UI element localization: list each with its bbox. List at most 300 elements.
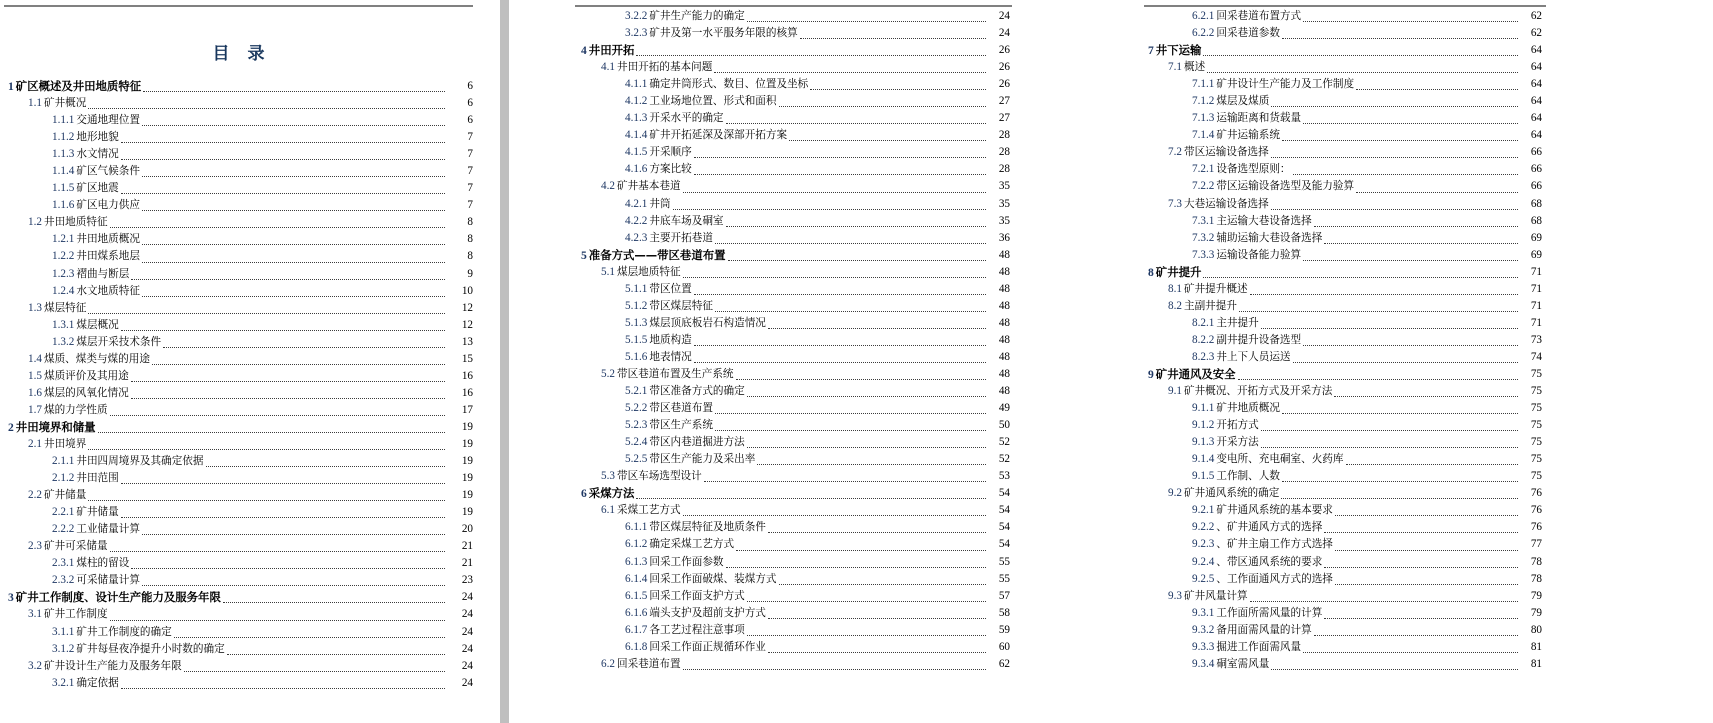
toc-entry-text: 带区巷道布置及生产系统 xyxy=(616,367,734,380)
toc-entry[interactable] xyxy=(533,213,1010,230)
toc-entry-page-number: 48 xyxy=(998,350,1010,363)
toc-entry[interactable] xyxy=(0,521,473,538)
toc-entry-text: 带区巷道布置 xyxy=(649,402,713,415)
toc-entry-number: 9 xyxy=(1148,367,1154,381)
toc-entry-number: 7.1 xyxy=(1168,61,1182,74)
document-page-2 xyxy=(533,0,1020,723)
toc-entry[interactable] xyxy=(1020,93,1542,110)
toc-entry-text: 煤层地质特征 xyxy=(616,265,681,278)
toc-entry[interactable] xyxy=(533,400,1010,417)
toc-entry-text: 矿井概况 xyxy=(43,97,87,110)
toc-leader-dots xyxy=(789,132,986,141)
scroll-gutter-bar[interactable] xyxy=(500,0,509,723)
toc-leader-dots xyxy=(1346,456,1519,465)
toc-leader-dots xyxy=(728,252,987,261)
toc-entry-text: 带区位置 xyxy=(649,282,692,295)
toc-entry-number: 5.2.5 xyxy=(625,453,648,466)
toc-entry[interactable] xyxy=(533,298,1010,315)
toc-leader-dots xyxy=(110,219,445,228)
toc-entry[interactable] xyxy=(0,300,473,317)
toc-entry-text: 端头支护及超前支护方式 xyxy=(649,606,766,619)
toc-leader-dots xyxy=(110,543,445,552)
toc-entry[interactable] xyxy=(0,675,473,692)
toc-entry-page-number: 35 xyxy=(998,180,1010,193)
toc-leader-dots xyxy=(131,373,445,382)
toc-leader-dots xyxy=(88,441,445,450)
toc-entry-page-number: 78 xyxy=(1530,555,1542,568)
toc-entry[interactable] xyxy=(533,554,1010,571)
toc-entry-number: 6.2 xyxy=(601,657,615,670)
toc-entry[interactable] xyxy=(1020,588,1542,605)
toc-leader-dots xyxy=(694,337,986,346)
toc-entry-page-number: 13 xyxy=(461,335,473,348)
toc-entry[interactable] xyxy=(1020,213,1542,230)
toc-entry-text: 矿井概况、开拓方式及开采方法 xyxy=(1183,385,1333,398)
toc-entry[interactable] xyxy=(1020,264,1542,281)
toc-entry-number: 7.1.1 xyxy=(1192,78,1215,91)
toc-entry[interactable] xyxy=(0,112,473,129)
toc-entry-page-number: 9 xyxy=(467,267,473,280)
toc-entry-page-number: 60 xyxy=(998,640,1010,653)
toc-entry-page-number: 76 xyxy=(1530,487,1542,500)
toc-leader-dots xyxy=(121,509,445,518)
toc-entry[interactable] xyxy=(1020,639,1542,656)
toc-leader-dots xyxy=(142,526,445,535)
toc-leader-dots xyxy=(683,184,986,193)
toc-entry-page-number: 58 xyxy=(998,606,1010,619)
toc-entry-number: 9.3.2 xyxy=(1192,623,1215,636)
toc-entry[interactable] xyxy=(533,144,1010,161)
toc-leader-dots xyxy=(726,115,986,124)
toc-entry[interactable] xyxy=(533,639,1010,656)
toc-entry-text: 井田地质特征 xyxy=(43,216,108,229)
toc-entry-text: 、矿井主扇工作方式选择 xyxy=(1216,538,1333,551)
toc-entry-page-number: 54 xyxy=(998,521,1010,534)
toc-leader-dots xyxy=(1271,149,1518,158)
toc-entry-text: 井田地质概况 xyxy=(76,233,140,246)
toc-entry-text: 井筒 xyxy=(649,197,671,210)
toc-entry[interactable] xyxy=(533,93,1010,110)
toc-entry[interactable] xyxy=(0,606,473,623)
toc-entry-page-number: 17 xyxy=(461,403,473,416)
toc-entry[interactable] xyxy=(533,536,1010,553)
toc-leader-dots xyxy=(1238,371,1518,380)
toc-leader-dots xyxy=(726,218,986,227)
toc-entry-number: 2.1.2 xyxy=(52,472,75,485)
toc-entry-text: 交通地理位置 xyxy=(76,114,140,127)
toc-entry[interactable] xyxy=(1020,451,1542,468)
toc-entry-text: 井田境界 xyxy=(43,437,87,450)
toc-entry-page-number: 71 xyxy=(1530,299,1542,312)
toc-entry[interactable] xyxy=(1020,161,1542,178)
toc-leader-dots xyxy=(184,663,445,672)
toc-entry-text: 矿区电力供应 xyxy=(76,199,140,212)
toc-entry[interactable] xyxy=(533,383,1010,400)
toc-entry-page-number: 79 xyxy=(1530,606,1542,619)
toc-entry[interactable] xyxy=(533,519,1010,536)
toc-leader-dots xyxy=(1207,64,1518,73)
toc-entry[interactable] xyxy=(1020,383,1542,400)
toc-entry[interactable] xyxy=(1020,622,1542,639)
toc-entry-page-number: 54 xyxy=(998,487,1010,500)
toc-leader-dots xyxy=(1335,542,1518,551)
toc-entry-number: 2.2.1 xyxy=(52,506,75,519)
toc-entry-text: 主要开拓巷道 xyxy=(649,231,713,244)
toc-entry[interactable] xyxy=(533,468,1010,485)
toc-entry[interactable] xyxy=(1020,59,1542,76)
toc-entry-page-number: 19 xyxy=(461,437,473,450)
toc-entry-text: 概述 xyxy=(1183,61,1206,74)
toc-entry[interactable] xyxy=(1020,247,1542,264)
toc-entry-number: 1.1.6 xyxy=(52,199,75,212)
toc-entry[interactable] xyxy=(533,281,1010,298)
toc-entry[interactable] xyxy=(533,8,1010,25)
document-page-1 xyxy=(0,0,487,723)
toc-leader-dots xyxy=(227,646,445,655)
toc-entry-number: 1.2.2 xyxy=(52,250,75,263)
toc-entry-text: 地表情况 xyxy=(649,350,692,363)
toc-entry-page-number: 76 xyxy=(1530,521,1542,534)
toc-entry[interactable] xyxy=(533,434,1010,451)
toc-leader-dots xyxy=(142,236,445,245)
toc-entry[interactable] xyxy=(533,42,1010,59)
toc-entry-text: 煤质评价及其用途 xyxy=(43,369,129,382)
toc-entry[interactable] xyxy=(0,402,473,419)
toc-entry-page-number: 28 xyxy=(998,163,1010,176)
toc-entry[interactable] xyxy=(1020,502,1542,519)
toc-entry-text: 矿井通风系统的确定 xyxy=(1183,487,1280,500)
toc-entry-text: 矿井工作制度、设计生产能力及服务年限 xyxy=(15,590,221,605)
toc-entry[interactable] xyxy=(533,230,1010,247)
toc-leader-dots xyxy=(747,13,986,22)
toc-leader-dots xyxy=(768,524,986,533)
toc-entry[interactable] xyxy=(0,487,473,504)
toc-leader-dots xyxy=(779,576,987,585)
toc-entry-page-number: 79 xyxy=(1530,589,1542,602)
toc-entry[interactable] xyxy=(533,196,1010,213)
toc-entry-number: 7.3 xyxy=(1168,197,1182,210)
toc-entry-text: 矿井地质概况 xyxy=(1216,402,1280,415)
toc-entry-number: 1.3.1 xyxy=(52,318,75,331)
toc-entry-page-number: 75 xyxy=(1530,385,1542,398)
toc-entry-number: 5.1.5 xyxy=(625,333,648,346)
toc-entry-number: 2.2 xyxy=(28,489,42,502)
toc-entry-text: 采煤工艺方式 xyxy=(616,504,681,517)
toc-entry-text: 井田开拓的基本问题 xyxy=(616,61,713,74)
toc-entry[interactable] xyxy=(533,332,1010,349)
toc-entry-page-number: 75 xyxy=(1530,367,1542,380)
toc-entry[interactable] xyxy=(1020,196,1542,213)
toc-entry[interactable] xyxy=(1020,281,1542,298)
toc-entry[interactable] xyxy=(1020,230,1542,247)
toc-entry-text: 可采储量计算 xyxy=(76,574,140,587)
toc-entry-page-number: 68 xyxy=(1530,197,1542,210)
toc-entry[interactable] xyxy=(1020,400,1542,417)
toc-entry[interactable] xyxy=(1020,434,1542,451)
toc-entry-page-number: 8 xyxy=(467,250,473,263)
toc-leader-dots xyxy=(1271,201,1518,210)
toc-entry[interactable] xyxy=(0,641,473,658)
toc-entry-number: 2 xyxy=(8,420,14,434)
toc-entry-page-number: 16 xyxy=(461,386,473,399)
toc-entry[interactable] xyxy=(533,59,1010,76)
toc-entry[interactable] xyxy=(1020,127,1542,144)
toc-entry[interactable] xyxy=(1020,366,1542,383)
toc-entry-number: 4.1.5 xyxy=(625,146,648,159)
toc-entry[interactable] xyxy=(1020,42,1542,59)
toc-leader-dots xyxy=(715,303,986,312)
toc-entry-text: 、矿井通风方式的选择 xyxy=(1216,521,1323,534)
toc-entry[interactable] xyxy=(533,622,1010,639)
toc-entry-page-number: 75 xyxy=(1530,470,1542,483)
toc-entry[interactable] xyxy=(533,656,1010,673)
toc-entry[interactable] xyxy=(1020,349,1542,366)
toc-entry-text: 开采方法 xyxy=(1216,436,1259,449)
toc-entry[interactable] xyxy=(1020,554,1542,571)
toc-entry[interactable] xyxy=(0,266,473,283)
toc-entry[interactable] xyxy=(0,231,473,248)
toc-entry-number: 4.1.1 xyxy=(625,78,648,91)
toc-entry[interactable] xyxy=(0,197,473,214)
toc-entry[interactable] xyxy=(533,264,1010,281)
toc-entry[interactable] xyxy=(0,334,473,351)
toc-leader-dots xyxy=(768,610,986,619)
toc-entry[interactable] xyxy=(1020,571,1542,588)
toc-entry[interactable] xyxy=(0,368,473,385)
toc-leader-dots xyxy=(1281,490,1518,499)
toc-entry-text: 矿井可采储量 xyxy=(43,540,108,553)
toc-leader-dots xyxy=(747,388,986,397)
toc-entry[interactable] xyxy=(533,161,1010,178)
toc-entry-number: 9.1 xyxy=(1168,385,1182,398)
toc-entry[interactable] xyxy=(533,485,1010,502)
toc-entry[interactable] xyxy=(533,588,1010,605)
toc-entry[interactable] xyxy=(533,417,1010,434)
toc-entry-page-number: 6 xyxy=(467,114,473,127)
toc-entry-number: 5.2 xyxy=(601,367,615,380)
toc-entry[interactable] xyxy=(1020,656,1542,673)
toc-entry-text: 煤层的风氧化情况 xyxy=(43,386,129,399)
toc-entry-page-number: 54 xyxy=(998,504,1010,517)
toc-leader-dots xyxy=(142,577,445,586)
toc-entry-text: 矿井提升概述 xyxy=(1183,282,1248,295)
toc-entry[interactable] xyxy=(533,366,1010,383)
toc-entry-page-number: 64 xyxy=(1530,44,1542,57)
toc-leader-dots xyxy=(1335,507,1518,516)
toc-entry-text: 矿井风量计算 xyxy=(1183,589,1248,602)
toc-entry[interactable] xyxy=(0,504,473,521)
toc-leader-dots xyxy=(1293,354,1518,363)
toc-entry-number: 5.2.1 xyxy=(625,385,648,398)
toc-leader-dots xyxy=(110,407,445,416)
toc-entry-text: 褶曲与断层 xyxy=(76,267,130,280)
toc-entry-text: 备用面需风量的计算 xyxy=(1216,623,1312,636)
toc-entry[interactable] xyxy=(1020,605,1542,622)
toc-entry[interactable] xyxy=(1020,76,1542,93)
toc-leader-dots xyxy=(174,629,445,638)
toc-entry[interactable] xyxy=(533,451,1010,468)
toc-entry-page-number: 62 xyxy=(998,657,1010,670)
toc-entry[interactable] xyxy=(533,110,1010,127)
toc-entry-text: 回采工作面破煤、装煤方式 xyxy=(649,572,777,585)
toc-entry[interactable] xyxy=(0,317,473,334)
toc-entry[interactable] xyxy=(1020,417,1542,434)
toc-entry[interactable] xyxy=(533,315,1010,332)
toc-entry-page-number: 7 xyxy=(467,165,473,178)
toc-entry-number: 6 xyxy=(581,487,587,501)
toc-entry-number: 4.1.6 xyxy=(625,163,648,176)
toc-entry-text: 主副井提升 xyxy=(1183,299,1237,312)
toc-leader-dots xyxy=(142,288,445,297)
toc-entry-text: 井田范围 xyxy=(76,472,119,485)
toc-entry-number: 1.7 xyxy=(28,403,42,416)
toc-leader-dots xyxy=(779,98,987,107)
toc-entry[interactable] xyxy=(1020,144,1542,161)
toc-entry-number: 5.2.3 xyxy=(625,419,648,432)
toc-entry[interactable] xyxy=(0,248,473,265)
toc-leader-dots xyxy=(715,422,986,431)
toc-entry[interactable] xyxy=(0,385,473,402)
toc-entry-number: 7 xyxy=(1148,44,1154,58)
toc-entry[interactable] xyxy=(0,78,473,95)
toc-entry[interactable] xyxy=(533,76,1010,93)
toc-entry-page-number: 71 xyxy=(1530,282,1542,295)
toc-entry-page-number: 21 xyxy=(461,557,473,570)
toc-leader-dots xyxy=(121,185,445,194)
toc-entry-page-number: 64 xyxy=(1530,61,1542,74)
toc-entry[interactable] xyxy=(0,658,473,675)
toc-leader-dots xyxy=(1282,405,1518,414)
toc-leader-dots xyxy=(110,612,445,621)
toc-entry-text: 确定井筒形式、数目、位置及坐标 xyxy=(649,78,809,91)
toc-entry-text: 矿井基本巷道 xyxy=(616,180,681,193)
toc-entry[interactable] xyxy=(0,419,473,436)
toc-entry-page-number: 50 xyxy=(998,419,1010,432)
toc-entry-page-number: 48 xyxy=(998,367,1010,380)
toc-entry-number: 5.1 xyxy=(601,265,615,278)
toc-entry-page-number: 71 xyxy=(1530,316,1542,329)
toc-entry-number: 6.1.3 xyxy=(625,555,648,568)
toc-entry-page-number: 24 xyxy=(461,608,473,621)
toc-entry-text: 运输设备能力验算 xyxy=(1216,248,1302,261)
toc-entry-page-number: 48 xyxy=(998,282,1010,295)
toc-entry-page-number: 36 xyxy=(998,231,1010,244)
toc-entry-number: 7.2.2 xyxy=(1192,180,1215,193)
toc-entry[interactable] xyxy=(533,247,1010,264)
toc-entry[interactable] xyxy=(533,605,1010,622)
toc-entry-page-number: 64 xyxy=(1530,129,1542,142)
toc-entry-number: 9.1.2 xyxy=(1192,419,1215,432)
toc-entry-text: 主井提升 xyxy=(1216,316,1259,329)
toc-entry[interactable] xyxy=(533,25,1010,42)
toc-entry-number: 5.2.2 xyxy=(625,402,648,415)
toc-entry-page-number: 48 xyxy=(998,248,1010,261)
toc-entry[interactable] xyxy=(0,470,473,487)
toc-entry[interactable] xyxy=(0,283,473,300)
toc-entry-number: 5.1.3 xyxy=(625,316,648,329)
toc-entry-page-number: 62 xyxy=(1530,10,1542,22)
toc-entry-page-number: 35 xyxy=(998,197,1010,210)
toc-entry-number: 4.2.2 xyxy=(625,214,648,227)
toc-entry-number: 1.1.4 xyxy=(52,165,75,178)
toc-entry-number: 5 xyxy=(581,248,587,262)
toc-entry-number: 1.1.3 xyxy=(52,148,75,161)
toc-entry[interactable] xyxy=(533,571,1010,588)
toc-entry-page-number: 24 xyxy=(461,625,473,638)
toc-entry[interactable] xyxy=(1020,315,1542,332)
toc-entry[interactable] xyxy=(0,453,473,470)
toc-entry[interactable] xyxy=(0,180,473,197)
toc-entry-number: 3 xyxy=(8,591,14,605)
toc-entry[interactable] xyxy=(533,127,1010,144)
toc-entry-number: 7.3.3 xyxy=(1192,248,1215,261)
toc-leader-dots xyxy=(1335,576,1518,585)
toc-entry[interactable] xyxy=(0,146,473,163)
toc-entry[interactable] xyxy=(0,436,473,453)
toc-entry-page-number: 12 xyxy=(461,318,473,331)
toc-leader-dots xyxy=(1271,98,1518,107)
toc-entry[interactable] xyxy=(1020,519,1542,536)
toc-entry-number: 3.1 xyxy=(28,608,42,621)
toc-entry[interactable] xyxy=(1020,8,1542,25)
toc-entry-page-number: 75 xyxy=(1530,453,1542,466)
toc-entry-text: 工作面所需风量的计算 xyxy=(1216,606,1323,619)
toc-entry-text: 矿井储量 xyxy=(76,506,119,519)
toc-entry[interactable] xyxy=(1020,178,1542,195)
toc-entry-number: 4.1.4 xyxy=(625,129,648,142)
toc-entry[interactable] xyxy=(533,178,1010,195)
toc-entry[interactable] xyxy=(1020,110,1542,127)
toc-entry[interactable] xyxy=(0,624,473,641)
toc-entry-text: 矿井及第一水平服务年限的核算 xyxy=(649,27,798,40)
toc-leader-dots xyxy=(1324,235,1518,244)
toc-entry[interactable] xyxy=(0,589,473,606)
toc-entry-number: 1.2.4 xyxy=(52,284,75,297)
toc-entry[interactable] xyxy=(1020,298,1542,315)
toc-leader-dots xyxy=(121,134,445,143)
toc-leader-dots xyxy=(800,30,986,39)
toc-entry-number: 3.2.1 xyxy=(52,676,75,689)
toc-entry[interactable] xyxy=(1020,25,1542,42)
toc-entry[interactable] xyxy=(0,572,473,589)
toc-entry-text: 确定采煤工艺方式 xyxy=(649,538,735,551)
toc-entry[interactable] xyxy=(0,163,473,180)
toc-entry-number: 8.2.2 xyxy=(1192,333,1215,346)
toc-entry[interactable] xyxy=(0,351,473,368)
toc-entry[interactable] xyxy=(0,129,473,146)
toc-entry-text: 回采工作面参数 xyxy=(649,555,724,568)
toc-entry[interactable] xyxy=(533,349,1010,366)
toc-entry-number: 1.3.2 xyxy=(52,335,75,348)
toc-entry[interactable] xyxy=(0,214,473,231)
toc-entry-number: 7.3.1 xyxy=(1192,214,1215,227)
toc-entry[interactable] xyxy=(533,502,1010,519)
toc-entry-page-number: 28 xyxy=(998,146,1010,159)
toc-entry[interactable] xyxy=(1020,536,1542,553)
toc-entry[interactable] xyxy=(0,555,473,572)
toc-entry[interactable] xyxy=(1020,332,1542,349)
toc-entry-page-number: 74 xyxy=(1530,350,1542,363)
toc-entry-text: 采煤方法 xyxy=(588,486,635,501)
toc-entry-number: 6.2.1 xyxy=(1192,10,1215,22)
toc-entry[interactable] xyxy=(1020,485,1542,502)
toc-entry[interactable] xyxy=(1020,468,1542,485)
toc-entry-number: 8.2.3 xyxy=(1192,350,1215,363)
toc-entry-text: 煤层开采技术条件 xyxy=(76,335,162,348)
toc-entry[interactable] xyxy=(0,538,473,555)
toc-entry[interactable] xyxy=(0,95,473,112)
toc-leader-dots xyxy=(88,100,445,109)
